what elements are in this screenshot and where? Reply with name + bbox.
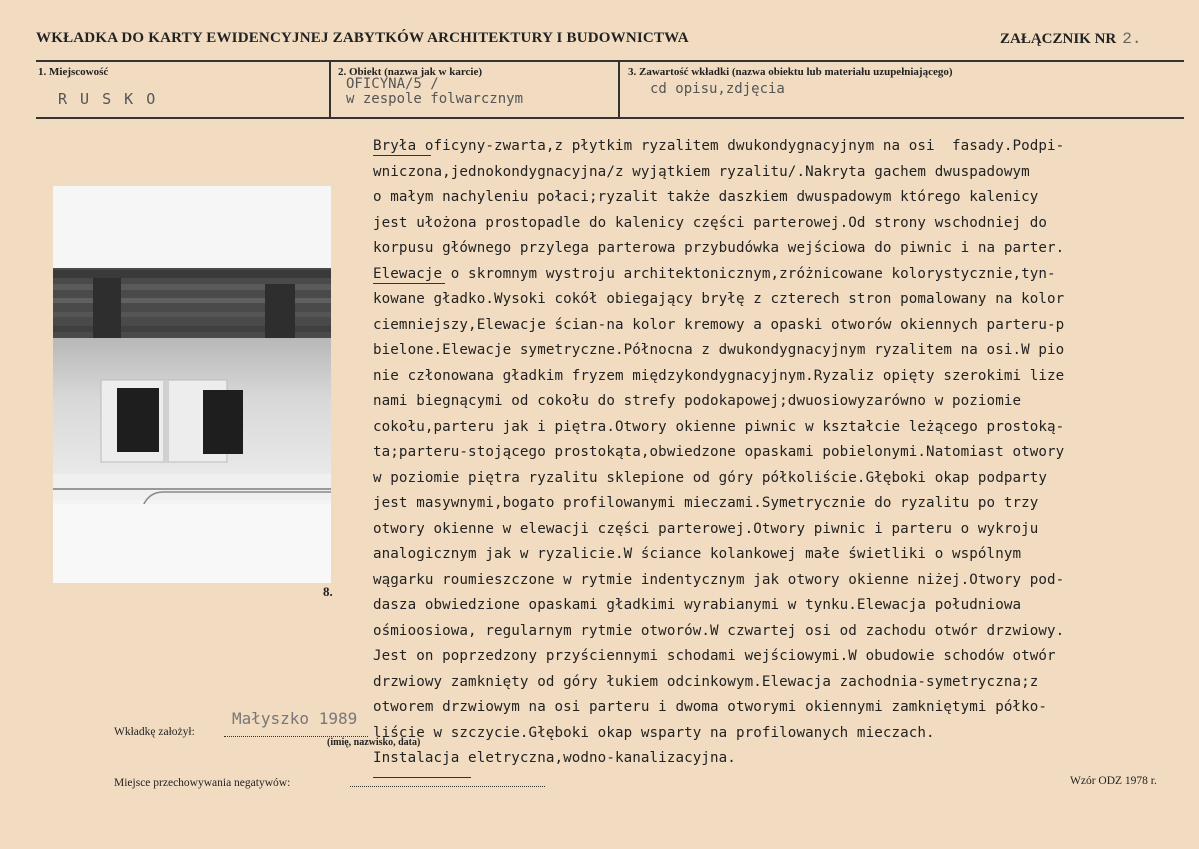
description-line: kowane gładko.Wysoki cokół obiegający bryłę z czterech stron pomalowany na kolor xyxy=(373,291,1065,307)
description-line: ciemniejszy,Elewacje ścian-na kolor kremowy a opaski otworów okiennych parteru-p xyxy=(373,316,1065,333)
locality-label: 1. Miejscowość xyxy=(38,66,109,78)
description-line: drzwiowy zamknięty od góry łukiem odcinkowym.Elewacja zachodnia-symetryczna;z xyxy=(373,673,1039,690)
description-line: wniczona,jednokondygnacyjna/z wyjątkiem ryzalitu/.Nakryta gachem dwuspadowym xyxy=(373,163,1030,180)
description-line: Elewacje o skromnym wystroju architektonicznym,zróżnicowane kolorystycznie,tyn- xyxy=(373,265,1056,282)
locality-value: R U S K O xyxy=(58,90,158,108)
description-line: nami biegnącymi od cokołu do strefy podokapowej;dwuosiowyzarówno w poziomie xyxy=(373,393,1022,409)
heading-underline-instalacja xyxy=(373,777,471,778)
form-title: WKŁADKA DO KARTY EWIDENCYJNEJ ZABYTKÓW ARCHITEKTURY I BUDOWNICTWA xyxy=(36,30,689,46)
object-label: 2. Obiekt (nazwa jak w karcie) xyxy=(338,66,483,78)
description-line: w poziomie piętra ryzalitu sklepione od góry półkoliście.Głęboki okap podparty xyxy=(373,469,1048,486)
header-rule-bottom xyxy=(36,117,1184,119)
description-line: Bryła oficyny-zwarta,z płytkim ryzalitem dwukondygnacyjnym na osi fasady.Podpi- xyxy=(373,138,1065,154)
annex-label-text: ZAŁĄCZNIK NR xyxy=(1000,31,1117,47)
description-text xyxy=(373,134,1183,772)
field-divider-2 xyxy=(618,60,620,117)
description-line: bielone.Elewacje symetryczne.Północna z dwukondygnacyjnym ryzalitem na osi.W pio xyxy=(373,342,1065,358)
description-line: dasza obwiedzione opaskami gładkimi wyrabianymi w tynku.Elewacja południowa xyxy=(373,597,1022,613)
author-value: Małyszko 1989 xyxy=(232,709,358,728)
description-line: nie członowana gładkim fryzem międzykondygnacyjnym.Ryzaliz opięty szerokimi lize xyxy=(373,367,1065,384)
field-divider-1 xyxy=(329,60,331,117)
content-label: 3. Zawartość wkładki (nazwa obiektu lub materiału uzupełniającego) xyxy=(628,66,953,78)
photo-number: 8. xyxy=(323,584,333,599)
description-line: liście w szczycie.Głęboki okap wsparty na profilowanych mieczach. xyxy=(373,724,935,741)
description-line: ta;parteru-stojącego prostokąta,obwiedzone opaskami pobielonymi.Natomiast otwory xyxy=(373,444,1065,460)
author-label: Wkładkę założył: xyxy=(114,726,195,738)
object-value-2: w zespole folwarcznym xyxy=(346,91,524,107)
eaves-windows-illustration xyxy=(53,186,331,583)
heading-underline-elewacje xyxy=(373,283,445,284)
description-line: wągarku roumieszczone w rytmie indentycznym jak otwory okienne niżej.Otwory pod- xyxy=(373,571,1065,588)
description-line: o małym nachyleniu połaci;ryzalit także daszkiem dwuspadowym którego kalenicy xyxy=(373,189,1039,205)
content-value: cd opisu,zdjęcia xyxy=(650,81,785,97)
header-rule-top xyxy=(36,60,1184,62)
heading-underline-bryla xyxy=(373,155,431,156)
author-caption: (imię, nazwisko, data) xyxy=(327,737,421,748)
description-line: otwory okienne w elewacji części parterowej.Otwory piwnic i parteru o wykroju xyxy=(373,520,1039,537)
description-line: jest masywnymi,bogato profilowanymi mieczami.Symetrycznie do ryzalitu po trzy xyxy=(373,495,1039,511)
description-line: analogicznym jak w ryzalicie.W ściance kolankowej małe świetliki o wspólnym xyxy=(373,546,1022,562)
description-line: ośmioosiowa, regularnym rytmie otworów.W czwartej osi od zachodu otwór drzwiowy. xyxy=(373,622,1065,639)
description-line: cokołu,parteru jak i piętra.Otwory okienne piwnic w kształcie leżącego prostoką- xyxy=(373,418,1065,435)
building-photo xyxy=(53,186,331,583)
object-value-1: OFICYNA/5 / xyxy=(346,76,439,92)
description-line: jest ułożona prostopadle do kalenicy części parterowej.Od strony wschodniej do xyxy=(373,214,1048,231)
description-line: Jest on poprzedzony przyściennymi schodami wejściowymi.W obudowie schodów otwór xyxy=(373,648,1056,664)
description-line: korpusu głównego przylega parterowa przybudówka wejściowa do piwnic i na parter. xyxy=(373,240,1065,256)
form-version: Wzór ODZ 1978 r. xyxy=(1070,775,1157,787)
annex-label xyxy=(1000,30,1141,48)
description-line: otworem drzwiowym na osi parteru i dwoma otworymi okiennymi zamkniętymi półko- xyxy=(373,699,1048,715)
storage-label: Miejsce przechowywania negatywów: xyxy=(114,777,291,789)
annex-number: 2. xyxy=(1122,30,1142,48)
storage-dotline xyxy=(350,786,545,787)
description-line: Instalacja eletryczna,wodno-kanalizacyjna. xyxy=(373,750,736,766)
